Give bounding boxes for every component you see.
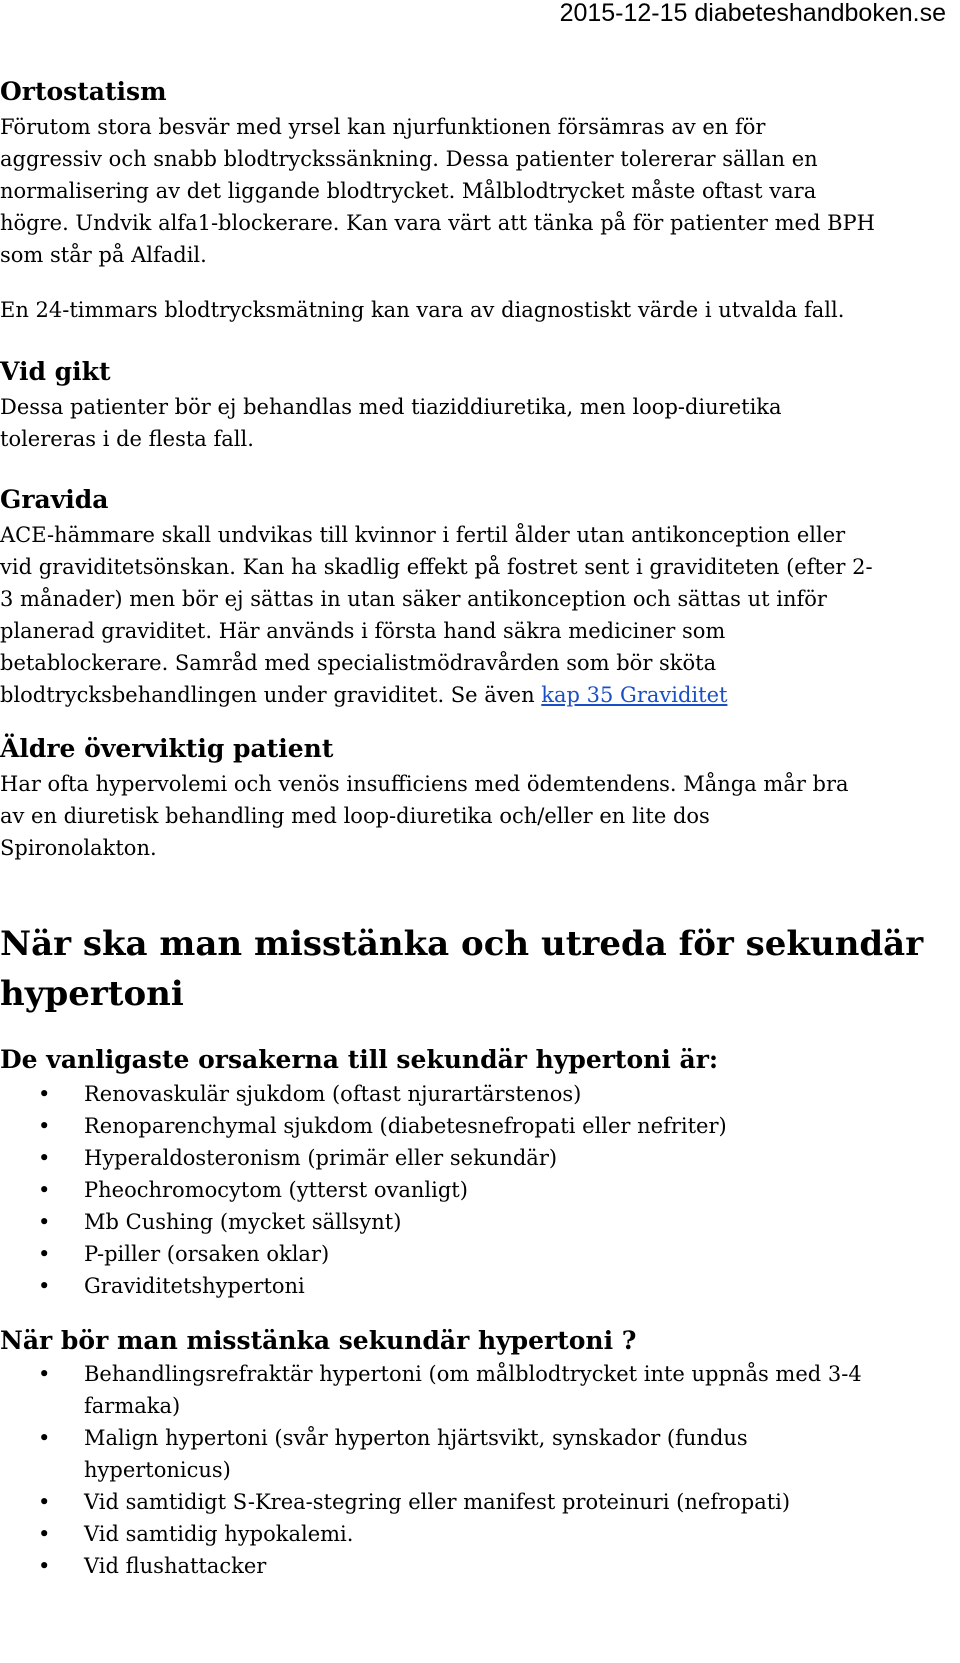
bullet: • <box>38 1426 51 1450</box>
heading-aldre: Äldre överviktig patient <box>0 734 334 763</box>
heading-gikt: Vid gikt <box>0 357 111 386</box>
bullet: • <box>38 1178 51 1202</box>
list-item <box>0 1358 862 1422</box>
heading-misstanka: När bör man misstänka sekundär hypertoni ? <box>0 1326 637 1355</box>
text-line: normalisering av det liggande blodtrycket. Målblodtrycket måste oftast vara <box>0 179 817 203</box>
text-line: Förutom stora besvär med yrsel kan njurfunktionen försämras av en för <box>0 115 766 139</box>
list-item <box>0 1550 862 1582</box>
page-header: 2015-12-15 diabeteshandboken.se <box>559 0 946 27</box>
text-line: tolereras i de flesta fall. <box>0 427 254 451</box>
bullet: • <box>38 1146 51 1170</box>
list-item-text: farmaka) <box>84 1394 181 1418</box>
bullet: • <box>38 1242 51 1266</box>
list-item <box>0 1174 727 1206</box>
list-item-text: Mb Cushing (mycket sällsynt) <box>84 1210 402 1234</box>
list-item <box>0 1142 727 1174</box>
text-line <box>0 679 873 711</box>
list-item <box>0 1078 727 1110</box>
paragraph-24h-measurement <box>0 294 844 326</box>
text-line: vid graviditetsönskan. Kan ha skadlig effekt på fostret sent i graviditeten (efter 2- <box>0 555 873 579</box>
heading-orsaker: De vanligaste orsakerna till sekundär hypertoni är: <box>0 1045 719 1074</box>
link-kap-35-graviditet[interactable]: kap 35 Graviditet <box>541 683 728 707</box>
bullet: • <box>38 1114 51 1138</box>
list-item-text: P-piller (orsaken oklar) <box>84 1242 330 1266</box>
text-line: betablockerare. Samråd med specialistmödravården som bör sköta <box>0 651 717 675</box>
list-item-text: Vid samtidig hypokalemi. <box>84 1522 354 1546</box>
bullet: • <box>38 1082 51 1106</box>
list-item <box>0 1518 862 1550</box>
list-item-text: hypertonicus) <box>84 1458 231 1482</box>
list-item <box>0 1486 862 1518</box>
text-line: ACE-hämmare skall undvikas till kvinnor i fertil ålder utan antikonception eller <box>0 523 846 547</box>
paragraph-ortostatism <box>0 111 875 271</box>
text-fragment: blodtrycksbehandlingen under graviditet. Se även <box>0 683 542 707</box>
list-item-text: Vid flushattacker <box>84 1554 267 1578</box>
list-item-text: Renovaskulär sjukdom (oftast njurartärstenos) <box>84 1082 582 1106</box>
text-line: Spironolakton. <box>0 836 157 860</box>
text-line: 3 månader) men bör ej sättas in utan säker antikonception och sättas ut inför <box>0 587 827 611</box>
text-line: En 24-timmars blodtrycksmätning kan vara av diagnostiskt värde i utvalda fall. <box>0 298 845 322</box>
list-item-text: Renoparenchymal sjukdom (diabetesnefropati eller nefriter) <box>84 1114 727 1138</box>
list-item <box>0 1206 727 1238</box>
list-item-text: Behandlingsrefraktär hypertoni (om målblodtrycket inte uppnås med 3-4 <box>84 1362 862 1386</box>
list-item <box>0 1422 862 1486</box>
list-item-text: Hyperaldosteronism (primär eller sekundär) <box>84 1146 558 1170</box>
main-heading-line: När ska man misstänka och utreda för sekundär <box>0 924 924 964</box>
list-item <box>0 1110 727 1142</box>
text-line: Har ofta hypervolemi och venös insufficiens med ödemtendens. Många mår bra <box>0 772 849 796</box>
paragraph-gravida <box>0 519 873 711</box>
list-item-text: Graviditetshypertoni <box>84 1274 305 1298</box>
text-line: aggressiv och snabb blodtryckssänkning. Dessa patienter tolererar sällan en <box>0 147 818 171</box>
bullet: • <box>38 1274 51 1298</box>
text-line: Dessa patienter bör ej behandlas med tiaziddiuretika, men loop-diuretika <box>0 395 782 419</box>
list-misstanka <box>0 1358 862 1582</box>
heading-gravida: Gravida <box>0 485 109 514</box>
main-heading <box>0 919 923 1019</box>
text-line: som står på Alfadil. <box>0 243 207 267</box>
bullet: • <box>38 1362 51 1386</box>
bullet: • <box>38 1210 51 1234</box>
list-item-text: Malign hypertoni (svår hyperton hjärtsvikt, synskador (fundus <box>84 1426 748 1450</box>
list-item <box>0 1238 727 1270</box>
paragraph-gikt <box>0 391 782 455</box>
list-item-text: Vid samtidigt S-Krea-stegring eller manifest proteinuri (nefropati) <box>84 1490 791 1514</box>
heading-ortostatism: Ortostatism <box>0 77 167 106</box>
bullet: • <box>38 1554 51 1578</box>
paragraph-aldre <box>0 768 849 864</box>
main-heading-line: hypertoni <box>0 974 184 1014</box>
list-item <box>0 1270 727 1302</box>
text-line: högre. Undvik alfa1-blockerare. Kan vara värt att tänka på för patienter med BPH <box>0 211 875 235</box>
text-line: planerad graviditet. Här används i första hand säkra mediciner som <box>0 619 726 643</box>
bullet: • <box>38 1490 51 1514</box>
list-item-text: Pheochromocytom (ytterst ovanligt) <box>84 1178 468 1202</box>
list-orsaker <box>0 1078 727 1302</box>
bullet: • <box>38 1522 51 1546</box>
text-line: av en diuretisk behandling med loop-diuretika och/eller en lite dos <box>0 804 710 828</box>
